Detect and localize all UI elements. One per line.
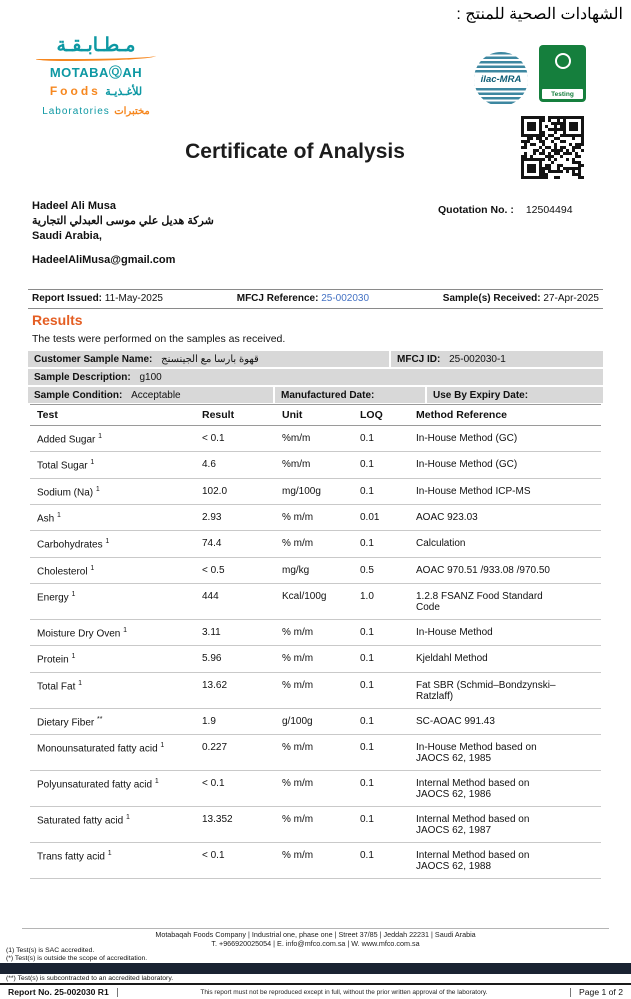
results-table-body xyxy=(30,426,601,879)
ilac-mra-label: ilac-MRA xyxy=(474,73,528,86)
expiry-date-label: Use By Expiry Date: xyxy=(433,389,529,401)
report-issued-label: Report Issued: xyxy=(32,293,103,304)
result-cell: < 0.1 xyxy=(200,842,280,878)
method-cell: Kjeldahl Method xyxy=(414,646,601,672)
table-row xyxy=(30,646,601,672)
loq-cell: 1.0 xyxy=(358,583,414,619)
footer-address: Motabaqah Foods Company | Industrial one, phase one | Street 37/85 | Jeddah 22231 | Saudi Arabia xyxy=(155,930,476,939)
footer-bottom-row xyxy=(0,983,631,999)
table-row xyxy=(30,452,601,478)
unit-cell: %m/m xyxy=(280,426,358,452)
column-header-loq: LOQ xyxy=(358,405,414,426)
test-cell: Saturated fatty acid $^1$ xyxy=(30,806,200,842)
table-row xyxy=(30,531,601,557)
result-cell: 13.62 xyxy=(200,672,280,708)
sample-description-value: g100 xyxy=(139,371,162,383)
unit-cell: mg/100g xyxy=(280,478,358,504)
unit-cell: % m/m xyxy=(280,734,358,770)
logo-latin-name: MOTABAⓆAH xyxy=(49,65,143,80)
footer-note-sac: (1) Test(s) is SAC accredited. xyxy=(6,947,95,954)
logo-foods-line xyxy=(30,82,162,100)
loq-cell: 0.1 xyxy=(358,708,414,734)
loq-cell: 0.1 xyxy=(358,734,414,770)
sample-info-row-2 xyxy=(28,369,603,385)
unit-cell: %m/m xyxy=(280,452,358,478)
unit-cell: % m/m xyxy=(280,672,358,708)
saudi-accreditation-badge xyxy=(539,45,586,102)
unit-cell: % m/m xyxy=(280,646,358,672)
table-row xyxy=(30,734,601,770)
sample-condition-cell xyxy=(28,387,273,403)
results-table-header-row xyxy=(30,405,601,426)
customer-country: Saudi Arabia, xyxy=(32,230,102,242)
sample-info-block xyxy=(28,351,603,405)
logo-arabic-name: مـطـابـقـة xyxy=(56,35,136,56)
test-cell: Trans fatty acid $^1$ xyxy=(30,842,200,878)
table-row xyxy=(30,708,601,734)
logo-labs-line xyxy=(30,101,162,119)
report-meta-row xyxy=(28,289,603,309)
column-header-result: Result xyxy=(200,405,280,426)
test-cell: Added Sugar $^1$ xyxy=(30,426,200,452)
test-cell: Cholesterol $^1$ xyxy=(30,557,200,583)
loq-cell: 0.1 xyxy=(358,672,414,708)
unit-cell: % m/m xyxy=(280,842,358,878)
method-cell: In-House Method (GC) xyxy=(414,452,601,478)
table-row xyxy=(30,583,601,619)
loq-cell: 0.1 xyxy=(358,426,414,452)
footer-contact: T. +966920025054 | E. info@mfco.com.sa | W. www.mfco.com.sa xyxy=(211,938,420,948)
customer-block xyxy=(32,199,214,268)
table-row xyxy=(30,504,601,530)
mfcj-reference-value: 25-002030 xyxy=(321,293,370,304)
sample-info-row-1 xyxy=(28,351,603,367)
loq-cell: 0.1 xyxy=(358,478,414,504)
test-cell: Monounsaturated fatty acid $^1$ xyxy=(30,734,200,770)
qr-code-icon xyxy=(521,116,584,179)
loq-cell: 0.1 xyxy=(358,619,414,645)
method-cell: In-House Method based on JAOCS 62, 1985 xyxy=(414,734,601,770)
mfcj-reference-label: MFCJ Reference: xyxy=(236,293,319,304)
mfcj-id-cell xyxy=(391,351,603,367)
quotation-number xyxy=(438,204,573,216)
result-cell: 13.352 xyxy=(200,806,280,842)
method-cell: Internal Method based on JAOCS 62, 1986 xyxy=(414,770,601,806)
report-issued-value: 11-May-2025 xyxy=(104,293,163,304)
column-header-test: Test xyxy=(30,405,200,426)
loq-cell: 0.1 xyxy=(358,452,414,478)
unit-cell: % m/m xyxy=(280,619,358,645)
unit-cell: g/100g xyxy=(280,708,358,734)
method-cell: 1.2.8 FSANZ Food Standard Code xyxy=(414,583,601,619)
method-cell: In-House Method ICP-MS xyxy=(414,478,601,504)
results-heading: Results xyxy=(32,312,83,328)
logo-arabic-foods: للأغـذيـة xyxy=(105,86,143,98)
result-cell: < 0.5 xyxy=(200,557,280,583)
quotation-label: Quotation No. : xyxy=(438,204,514,216)
test-cell: Total Fat $^1$ xyxy=(30,672,200,708)
unit-cell: % m/m xyxy=(280,806,358,842)
result-cell: 102.0 xyxy=(200,478,280,504)
result-cell: 4.6 xyxy=(200,452,280,478)
test-cell: Total Sugar $^1$ xyxy=(30,452,200,478)
footer-note-scope: (*) Test(s) is outside the scope of accreditation. xyxy=(6,955,148,962)
result-cell: 0.227 xyxy=(200,734,280,770)
manufactured-date-cell xyxy=(275,387,425,403)
table-row xyxy=(30,426,601,452)
method-cell: In-House Method (GC) xyxy=(414,426,601,452)
unit-cell: Kcal/100g xyxy=(280,583,358,619)
test-cell: Dietary Fiber ** xyxy=(30,708,200,734)
mfcj-id-value: 25-002030-1 xyxy=(449,353,506,365)
customer-name: Hadeel Ali Musa xyxy=(32,200,116,212)
result-cell: 2.93 xyxy=(200,504,280,530)
loq-cell: 0.1 xyxy=(358,646,414,672)
test-cell: Energy $^1$ xyxy=(30,583,200,619)
method-cell: AOAC 970.51 /933.08 /970.50 xyxy=(414,557,601,583)
report-number: Report No. 25-002030 R1 xyxy=(8,987,109,997)
logo-arabic-labs: مختبرات xyxy=(114,106,150,117)
customer-sample-name-value: قهوة بارسا مع الجينسنج xyxy=(161,353,259,365)
test-cell: Moisture Dry Oven $^1$ xyxy=(30,619,200,645)
loq-cell: 0.1 xyxy=(358,842,414,878)
method-cell: Internal Method based on JAOCS 62, 1987 xyxy=(414,806,601,842)
sample-condition-label: Sample Condition: xyxy=(34,389,123,401)
customer-sample-name-cell xyxy=(28,351,389,367)
motabaqah-logo xyxy=(30,34,162,119)
mfcj-reference xyxy=(237,293,369,304)
samples-received-value: 27-Apr-2025 xyxy=(543,293,599,304)
table-row xyxy=(30,842,601,878)
unit-cell: % m/m xyxy=(280,504,358,530)
unit-cell: mg/kg xyxy=(280,557,358,583)
test-cell: Polyunsaturated fatty acid $^1$ xyxy=(30,770,200,806)
customer-sample-name-label: Customer Sample Name: xyxy=(34,353,153,365)
table-row xyxy=(30,806,601,842)
footer-note-subcontracted: (**) Test(s) is subcontracted to an accredited laboratory. xyxy=(6,975,174,982)
result-cell: 74.4 xyxy=(200,531,280,557)
table-row xyxy=(30,770,601,806)
column-header-unit: Unit xyxy=(280,405,358,426)
footer-address-block xyxy=(22,928,609,948)
result-cell: 3.11 xyxy=(200,619,280,645)
test-cell: Sodium (Na) $^1$ xyxy=(30,478,200,504)
results-intro: The tests were performed on the samples as received. xyxy=(32,333,286,345)
logo-laboratories-label: Laboratories xyxy=(42,106,110,117)
loq-cell: 0.1 xyxy=(358,770,414,806)
customer-company-arabic: شركة هديل علي موسى العبدلي التجارية xyxy=(32,215,214,227)
table-row xyxy=(30,672,601,708)
ilac-mra-logo xyxy=(474,52,528,106)
mfcj-id-label: MFCJ ID: xyxy=(397,353,441,365)
method-cell: AOAC 923.03 xyxy=(414,504,601,530)
sample-description-cell xyxy=(28,369,603,385)
test-cell: Carbohydrates $^1$ xyxy=(30,531,200,557)
result-cell: 5.96 xyxy=(200,646,280,672)
sample-description-label: Sample Description: xyxy=(34,371,131,383)
sample-info-row-3 xyxy=(28,387,603,403)
page-number: Page 1 of 2 xyxy=(579,987,623,997)
page-title: Certificate of Analysis xyxy=(185,140,405,163)
expiry-date-cell xyxy=(427,387,603,403)
method-cell: SC-AOAC 991.43 xyxy=(414,708,601,734)
quotation-value: 12504494 xyxy=(525,204,573,216)
loq-cell: 0.01 xyxy=(358,504,414,530)
dark-highlight-bar xyxy=(0,963,631,974)
loq-cell: 0.1 xyxy=(358,531,414,557)
logo-foods-label: Foods xyxy=(49,84,101,98)
footer-disclaimer: This report must not be reproduced except in full, without the prior written approval of the laboratory. xyxy=(117,988,571,997)
result-cell: 444 xyxy=(200,583,280,619)
column-header-method-reference: Method Reference xyxy=(414,405,601,426)
result-cell: < 0.1 xyxy=(200,770,280,806)
report-issued xyxy=(32,293,163,304)
method-cell: In-House Method xyxy=(414,619,601,645)
sample-condition-value: Acceptable xyxy=(131,389,181,401)
saudi-accreditation-emblem-icon xyxy=(555,53,571,69)
samples-received xyxy=(443,293,599,304)
customer-email: HadeelAliMusa@gmail.com xyxy=(32,254,176,266)
unit-cell: % m/m xyxy=(280,531,358,557)
test-cell: Protein $^1$ xyxy=(30,646,200,672)
table-row xyxy=(30,619,601,645)
table-row xyxy=(30,557,601,583)
test-cell: Ash $^1$ xyxy=(30,504,200,530)
page-arabic-note: الشهادات الصحية للمنتج : xyxy=(456,6,623,23)
results-table xyxy=(30,404,601,879)
method-cell: Calculation xyxy=(414,531,601,557)
result-cell: < 0.1 xyxy=(200,426,280,452)
result-cell: 1.9 xyxy=(200,708,280,734)
unit-cell: % m/m xyxy=(280,770,358,806)
saudi-accreditation-testing-label: Testing xyxy=(542,89,583,99)
table-row xyxy=(30,478,601,504)
method-cell: Fat SBR (Schmid–Bondzynski–Ratzlaff) xyxy=(414,672,601,708)
method-cell: Internal Method based on JAOCS 62, 1988 xyxy=(414,842,601,878)
loq-cell: 0.1 xyxy=(358,806,414,842)
manufactured-date-label: Manufactured Date: xyxy=(281,389,375,401)
loq-cell: 0.5 xyxy=(358,557,414,583)
samples-received-label: Sample(s) Received: xyxy=(442,293,541,304)
